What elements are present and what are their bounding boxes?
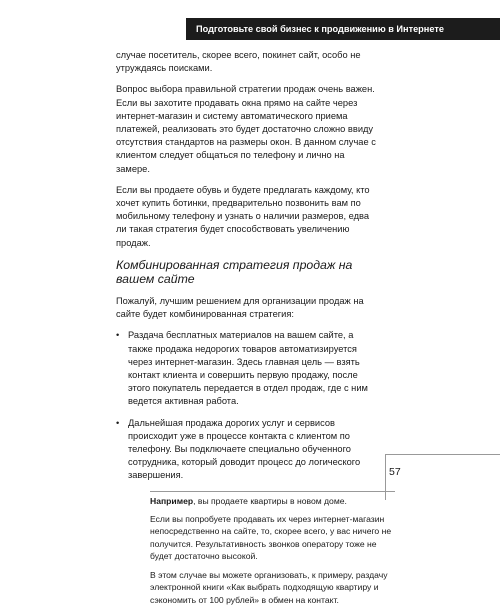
list-item [116, 417, 380, 483]
paragraph-strategy-question: Вопрос выбора правильной стратегии продаж очень важен. Если вы захотите продавать окна прямо на сайте через интернет-магазин и систему автоматического приема платежей, реализовать это будет достаточно сложно ввиду отсутствия стандартов на размеры окон. В данном случае с клиентом следует общаться по телефону и лично на замере. [116, 84, 376, 174]
page-content [116, 49, 392, 612]
example-paragraph-online-store: Если вы попробуете продавать их через интернет-магазин непосредственно на сайте, то, скорее всего, у вас ничего не получится. Результативность звонков оператору тоже не будет достаточно высокой. [150, 514, 392, 562]
footer-rule-horizontal [385, 454, 500, 455]
running-header: Подготовьте свой бизнес к продвижению в Интернете [186, 18, 500, 40]
example-paragraph-ebook: В этом случае вы можете организовать, к примеру, раздачу электронной книги «Как выбрать подходящую квартиру и сэкономить от 100 рублей» в обмен на контакт. [150, 569, 388, 605]
bullet-text: Дальнейшая продажа дорогих услуг и сервисов происходит уже в процессе контакта с клиентом по телефону. Вы подключаете специально обученного сотрудника, который доводит процесс до логического завершения. [128, 417, 361, 481]
bullet-text: Раздача бесплатных материалов на вашем сайте, а также продажа недорогих товаров автоматизируется через интернет-магазин. Здесь главная цель — взять контакт клиента и совершить первую продажу, после этого покупатель передается в отдел продаж, где с ним ведется активная работа. [128, 330, 368, 407]
page-number: 57 [389, 466, 401, 478]
paragraph-continuation: случае посетитель, скорее всего, покинет сайт, особо не утруждаясь поисками. [116, 50, 361, 74]
paragraph-shoes-example: Если вы продаете обувь и будете предлагать каждому, кто хочет купить ботинки, предварительно позвонить вам по мобильному телефону и узнать о наличии размеров, едва ли такая стратегия будет способствовать увеличению продаж. [116, 184, 370, 248]
footer-rule-vertical [385, 454, 386, 500]
paragraph-combined-intro: Пожалуй, лучшим решением для организации продаж на сайте будет комбинированная стратегия: [116, 296, 364, 320]
bullet-icon: • [116, 417, 120, 428]
bullet-icon: • [116, 330, 120, 341]
example-lead-rest: , вы продаете квартиры в новом доме. [193, 495, 347, 506]
example-lead [150, 495, 395, 507]
bullet-list [116, 329, 380, 482]
example-lead-bold: Например [150, 495, 194, 506]
example-box [150, 491, 395, 606]
section-subheading: Комбинированная стратегия продаж на вашем сайте [116, 257, 353, 287]
list-item [116, 329, 380, 408]
